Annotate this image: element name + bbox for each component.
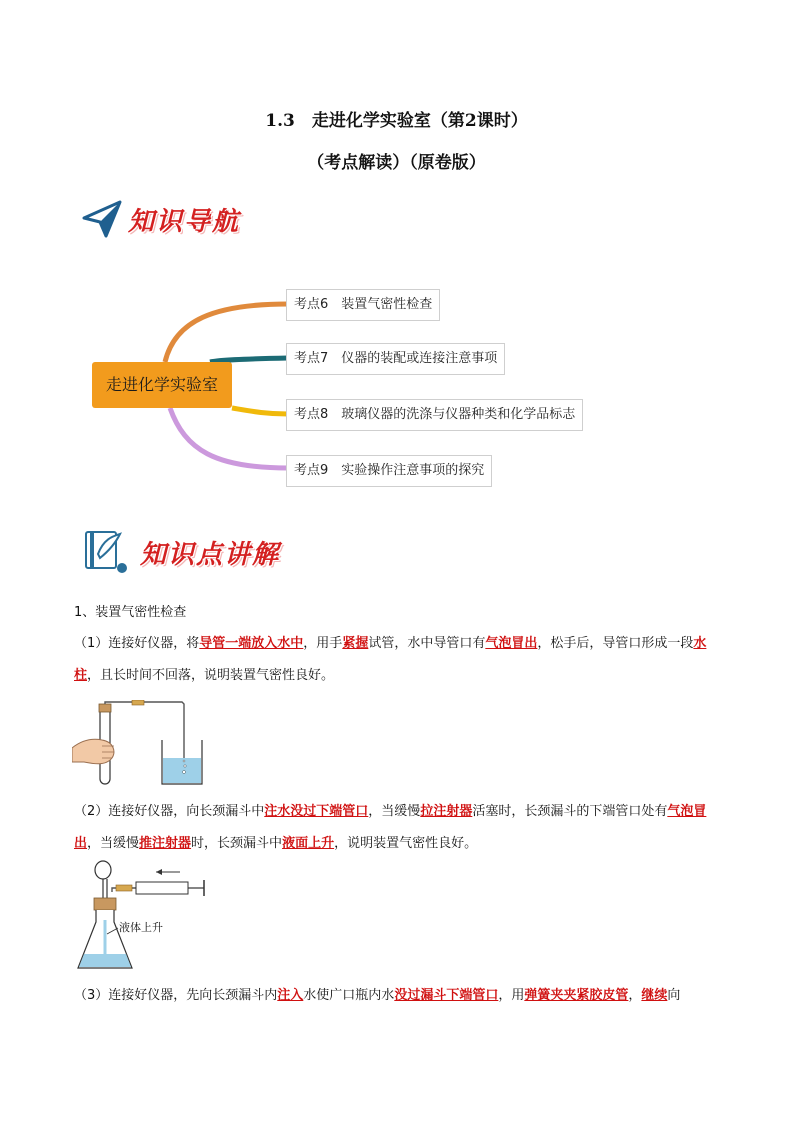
explain-heading bbox=[80, 528, 280, 576]
topic-8: 考点8 玻璃仪器的洗涤与仪器种类和化学品标志 bbox=[286, 399, 583, 431]
p1-blank-1: 导管一端放入水中 bbox=[199, 636, 304, 651]
section-1-heading: 1、装置气密性检查 bbox=[74, 605, 187, 620]
nav-heading-text: 知识导航 bbox=[128, 206, 241, 237]
topic-6: 考点6 装置气密性检查 bbox=[286, 289, 440, 321]
paragraph-3 bbox=[74, 980, 726, 1012]
paper-plane-icon bbox=[82, 200, 122, 238]
p1-blank-3: 气泡冒出 bbox=[485, 636, 538, 651]
mind-map-root: 走进化学实验室 bbox=[92, 362, 232, 408]
p3-text-a: （3）连接好仪器，先向长颈漏斗内 bbox=[74, 988, 278, 1003]
paragraph-1 bbox=[74, 628, 726, 692]
figure-flask-syringe bbox=[76, 858, 210, 976]
p3-blank-2: 没过漏斗下端管口 bbox=[394, 988, 499, 1003]
topic-7: 考点7 仪器的装配或连接注意事项 bbox=[286, 343, 505, 375]
book-quill-icon bbox=[80, 528, 132, 576]
p1-blank-4: 水柱 bbox=[74, 636, 707, 683]
p2-text-e: ，当缓慢 bbox=[87, 836, 140, 851]
p1-text-f: ，且长时间不回落，说明装置气密性良好。 bbox=[87, 668, 335, 683]
paragraph-2 bbox=[74, 796, 726, 860]
p3-text-c: 水使广口瓶内水 bbox=[303, 988, 395, 1003]
p2-blank-5: 液面上升 bbox=[282, 836, 335, 851]
nav-heading bbox=[82, 200, 240, 238]
figure-hand-test-tube bbox=[72, 700, 212, 788]
explain-heading-text: 知识点讲解 bbox=[140, 539, 281, 570]
p2-text-d: 活塞时，长颈漏斗的下端管口处有 bbox=[472, 804, 668, 819]
p2-blank-1: 注水没过下端管口 bbox=[264, 804, 369, 819]
branch-line-8 bbox=[232, 408, 288, 414]
p3-text-e: ， bbox=[628, 988, 642, 1003]
p2-text-f: 时，长颈漏斗中 bbox=[191, 836, 283, 851]
p3-text-d: ，用 bbox=[498, 988, 525, 1003]
p3-text-f: 向 bbox=[667, 988, 681, 1003]
p2-text-c: ，当缓慢 bbox=[368, 804, 421, 819]
p2-blank-3: 气泡冒出 bbox=[74, 804, 707, 851]
p1-text-e: ，松手后，导管口形成一段 bbox=[537, 636, 694, 651]
document-subtitle: （考点解读）（原卷版） bbox=[307, 153, 486, 173]
p3-blank-4: 继续 bbox=[641, 988, 668, 1003]
p1-text-a: （1）连接好仪器，将 bbox=[74, 636, 200, 651]
branch-line-9 bbox=[170, 408, 288, 468]
figure-2-label: 液体上升 bbox=[119, 921, 163, 934]
p3-blank-1: 注入 bbox=[277, 988, 304, 1003]
p1-text-c: ，用手 bbox=[303, 636, 343, 651]
document-title: 1.3 走进化学实验室（第2课时） bbox=[265, 111, 528, 131]
p2-text-a: （2）连接好仪器，向长颈漏斗中 bbox=[74, 804, 265, 819]
p1-text-d: 试管，水中导管口有 bbox=[368, 636, 486, 651]
mind-map bbox=[0, 280, 793, 500]
topic-9: 考点9 实验操作注意事项的探究 bbox=[286, 455, 492, 487]
branch-line-6 bbox=[165, 304, 288, 362]
p3-blank-3: 弹簧夹夹紧胶皮管 bbox=[524, 988, 629, 1003]
p1-blank-2: 紧握 bbox=[342, 636, 369, 651]
p2-text-g: ，说明装置气密性良好。 bbox=[334, 836, 478, 851]
p2-blank-4: 推注射器 bbox=[139, 836, 192, 851]
p2-blank-2: 拉注射器 bbox=[420, 804, 473, 819]
